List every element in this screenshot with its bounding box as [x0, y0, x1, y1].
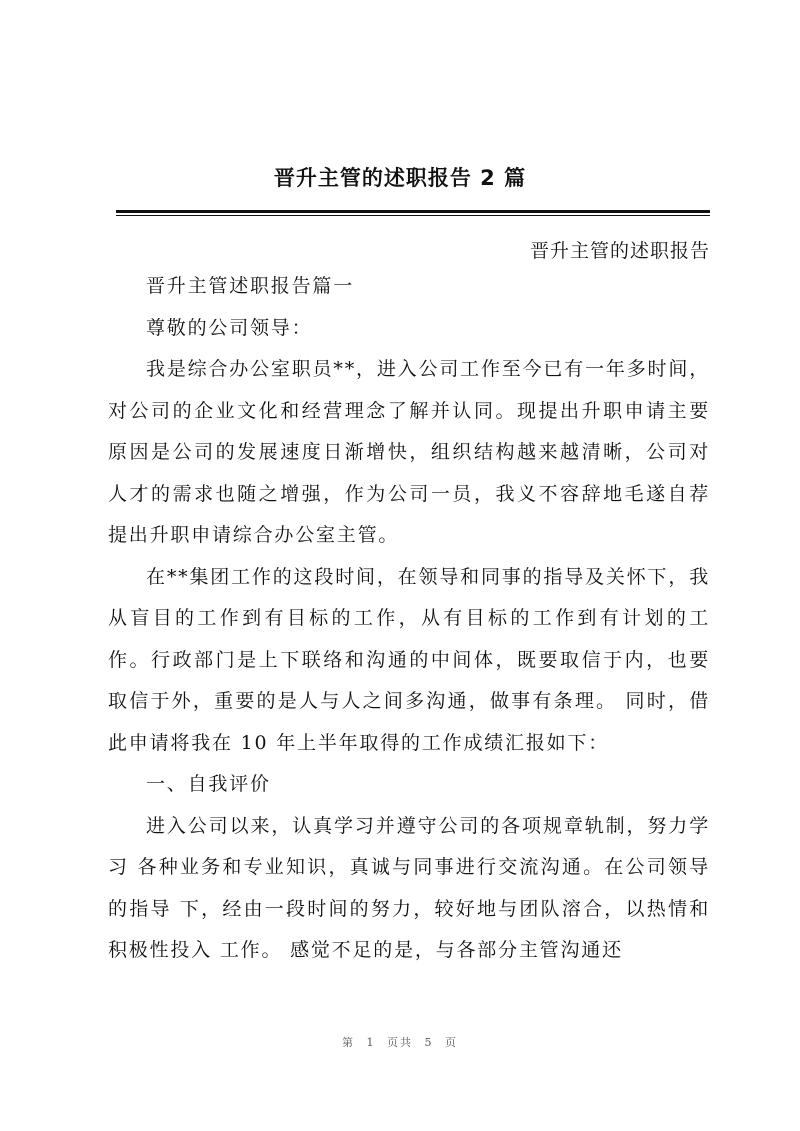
- title-rule-thin: [116, 215, 710, 216]
- document-subtitle: 晋升主管的述职报告: [529, 240, 710, 262]
- body-paragraph: 进入公司以来，认真学习并遵守公司的各项规章轨制，努力学习 各种业务和专业知识，真诚与同事进行交流沟通。在公司领导的指导 下，经由一段时间的努力，较好地与团队溶合，以热情和积极性投入 工作。 感觉不足的是，与各部分主管沟通还: [108, 814, 710, 961]
- document-body: [108, 266, 710, 972]
- salutation: 尊敬的公司领导：: [146, 316, 313, 339]
- title-rule-thick: [116, 210, 710, 213]
- page-number: 第 1 页共 5 页: [342, 1036, 458, 1049]
- subsection-heading: 一、自我评价: [146, 773, 271, 795]
- section-heading: 晋升主管述职报告篇一: [146, 275, 355, 297]
- document-title: 晋升主管的述职报告 2 篇: [273, 166, 527, 190]
- body-paragraph: 在**集团工作的这段时间，在领导和同事的指导及关怀下，我从盲目的工作到有目标的工作，从有目标的工作到有计划的工作。行政部门是上下联络和沟通的中间体，既要取信于内，也要取信于外，重要的是人与人之间多沟通，做事有条理。 同时，借此申请将我在 10 年上半年取得的工作成绩汇报如下：: [108, 565, 710, 754]
- body-paragraph: 我是综合办公室职员**，进入公司工作至今已有一年多时间，对公司的企业文化和经营理念了解并认同。现提出升职申请主要原因是公司的发展速度日渐增快，组织结构越来越清晰，公司对人才的需求也随之增强，作为公司一员，我义不容辞地毛遂自荐提出升职申请综合办公室主管。: [108, 358, 710, 546]
